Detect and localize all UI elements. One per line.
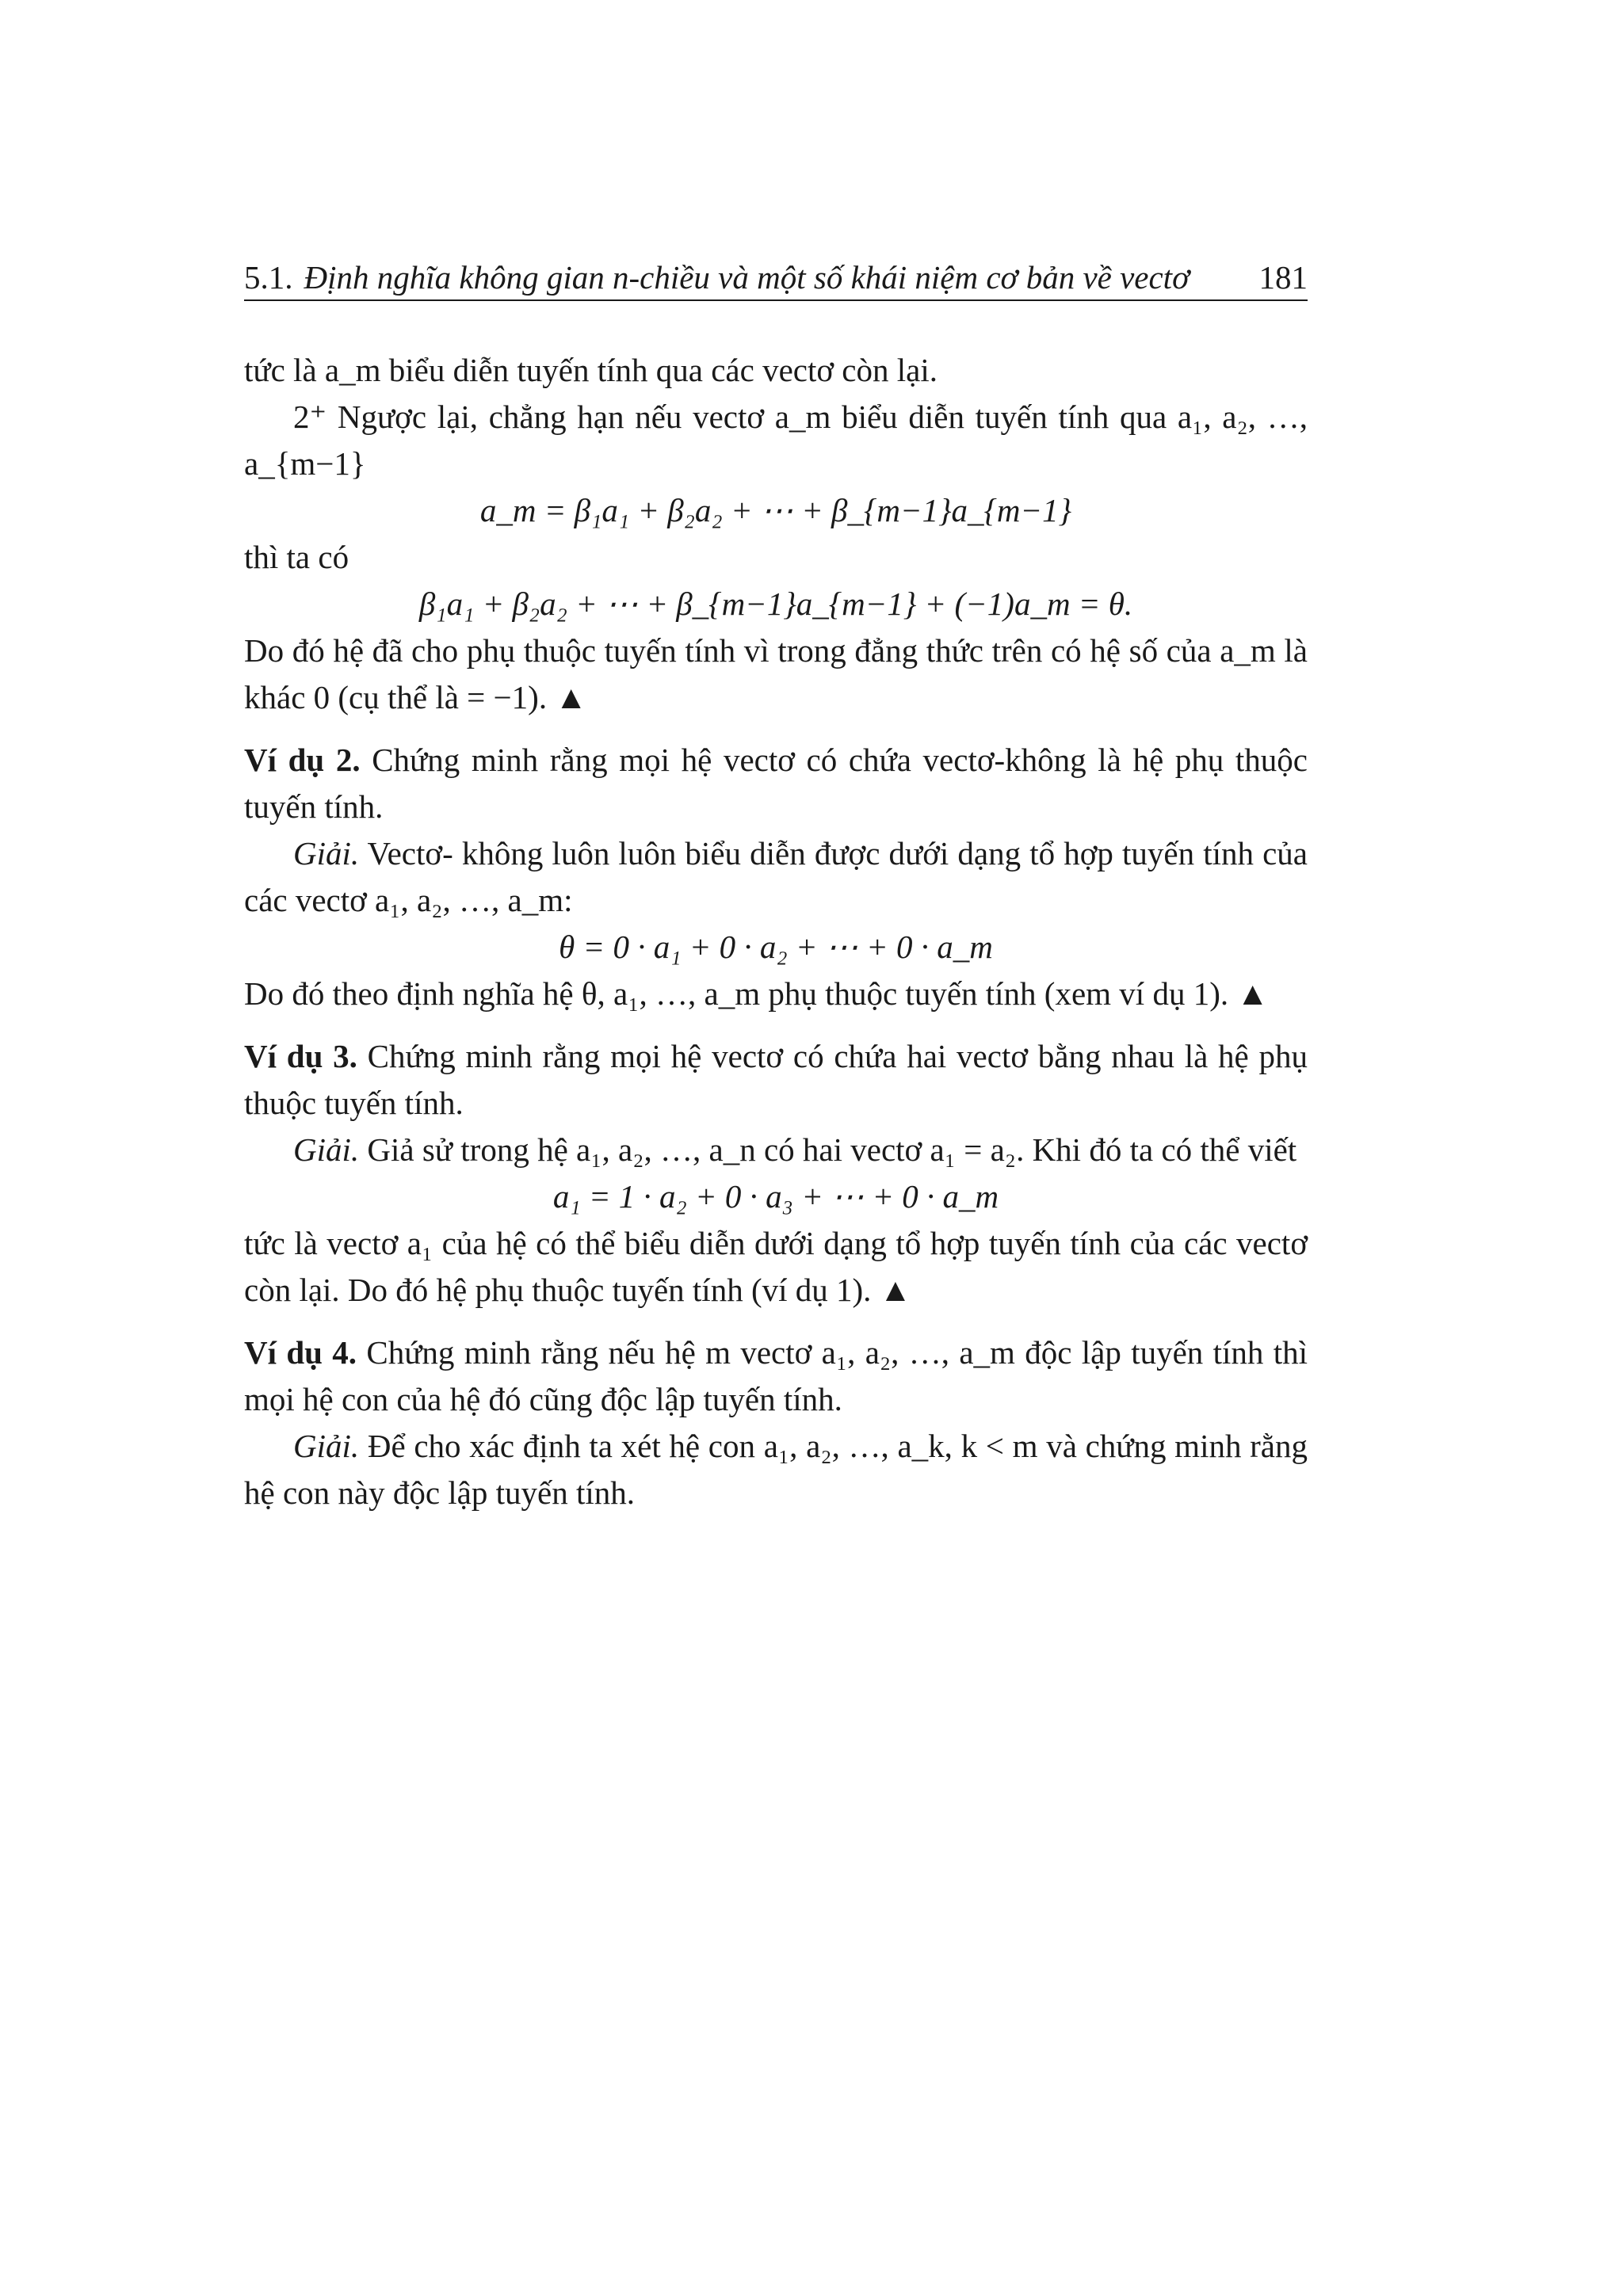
page: [244, 0, 1308, 2296]
page-body: [244, 347, 1308, 1516]
paragraph: Do đó theo định nghĩa hệ θ, a₁, …, a_m phụ thuộc tuyến tính (xem ví dụ 1). ▲: [244, 975, 1269, 1012]
example-2: [244, 737, 1308, 830]
equation: θ = 0 · a₁ + 0 · a₂ + ⋯ + 0 · a_m: [559, 929, 993, 965]
example-text: Chứng minh rằng mọi hệ vectơ có chứa vectơ-không là hệ phụ thuộc tuyến tính.: [244, 742, 1308, 825]
equation: a₁ = 1 · a₂ + 0 · a₃ + ⋯ + 0 · a_m: [552, 1178, 999, 1215]
section-number: 5.1.: [244, 259, 293, 296]
example-label: Ví dụ 3.: [244, 1038, 357, 1074]
equation: β₁a₁ + β₂a₂ + ⋯ + β_{m−1}a_{m−1} + (−1)a_m = θ.: [418, 585, 1133, 622]
page-number: 181: [1258, 259, 1308, 296]
solution-label: Giải.: [293, 1428, 360, 1464]
example-3: [244, 1033, 1308, 1127]
solution-text: Giả sử trong hệ a₁, a₂, …, a_n có hai vectơ a₁ = a₂. Khi đó ta có thể viết: [367, 1131, 1297, 1168]
solution-text: Để cho xác định ta xét hệ con a₁, a₂, …, a_k, k < m và chứng minh rằng hệ con này độc lập tuyến tính.: [244, 1428, 1308, 1511]
paragraph: thì ta có: [244, 539, 349, 575]
paragraph: 2⁺ Ngược lại, chẳng hạn nếu vectơ a_m biểu diễn tuyến tính qua a₁, a₂, …, a_{m−1}: [244, 399, 1308, 482]
example-text: Chứng minh rằng nếu hệ m vectơ a₁, a₂, …, a_m độc lập tuyến tính thì mọi hệ con của hệ đó cũng độc lập tuyến tính.: [244, 1334, 1308, 1417]
header-title: [244, 255, 1190, 299]
example-label: Ví dụ 2.: [244, 742, 361, 778]
running-header: [244, 255, 1308, 301]
solution-4: [244, 1423, 1308, 1516]
paragraph: Do đó hệ đã cho phụ thuộc tuyến tính vì trong đẳng thức trên có hệ số của a_m là khác 0 (cụ thể là = −1). ▲: [244, 632, 1308, 715]
solution-label: Giải.: [293, 835, 360, 871]
equation: a_m = β₁a₁ + β₂a₂ + ⋯ + β_{m−1}a_{m−1}: [479, 492, 1072, 528]
solution-text: Vectơ- không luôn luôn biểu diễn được dưới dạng tổ hợp tuyến tính của các vectơ a₁, a₂, …, a_m:: [244, 835, 1308, 918]
example-label: Ví dụ 4.: [244, 1334, 357, 1371]
solution-3: [244, 1127, 1308, 1173]
example-text: Chứng minh rằng mọi hệ vectơ có chứa hai vectơ bằng nhau là hệ phụ thuộc tuyến tính.: [244, 1038, 1308, 1121]
header-title-text: Định nghĩa không gian n-chiều và một số khái niệm cơ bản về vectơ: [304, 259, 1190, 296]
example-4: [244, 1329, 1308, 1423]
solution-label: Giải.: [293, 1131, 360, 1168]
solution-2: [244, 830, 1308, 924]
paragraph: tức là a_m biểu diễn tuyến tính qua các vectơ còn lại.: [244, 352, 938, 388]
paragraph: tức là vectơ a₁ của hệ có thể biểu diễn dưới dạng tổ hợp tuyến tính của các vectơ còn lại. Do đó hệ phụ thuộc tuyến tính (ví dụ 1). ▲: [244, 1225, 1308, 1308]
